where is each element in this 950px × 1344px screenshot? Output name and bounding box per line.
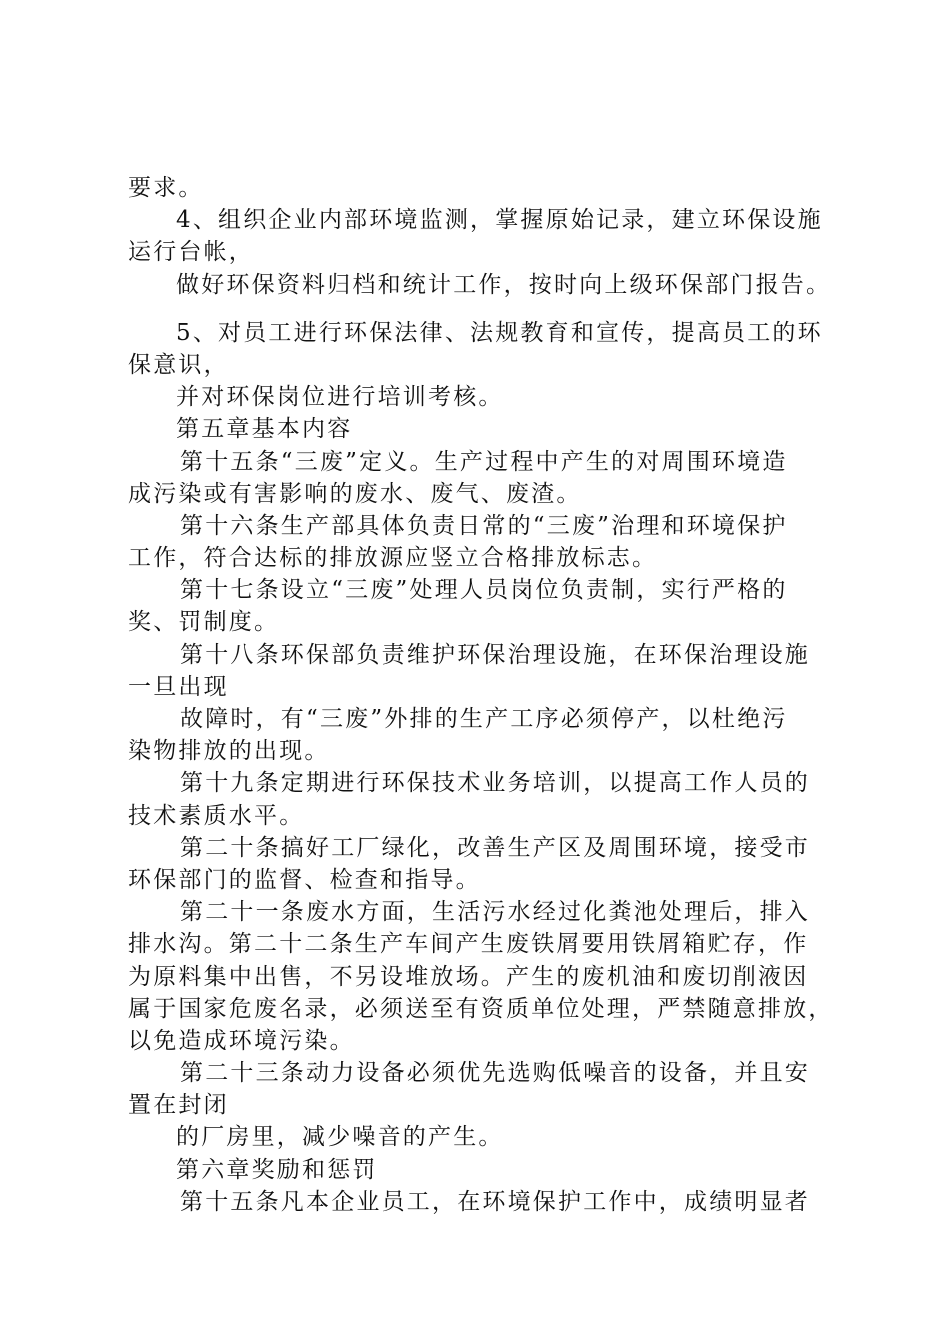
text-line: 第二十一条废水方面，生活污水经过化粪池处理后，排入 (180, 899, 810, 926)
text-line: 技术素质水平。 (128, 802, 305, 829)
text-line: 一旦出现 (128, 673, 229, 700)
text-line: 为原料集中出售，不另设堆放场。产生的废机油和废切削液因 (128, 963, 809, 990)
text-line: 第十六条生产部具体负责日常的“三废”治理和环境保护 (180, 512, 788, 539)
text-line: 故障时，有“三废”外排的生产工序必须停产，以杜绝污 (180, 706, 788, 732)
text-line: 第二十条搞好工厂绿化，改善生产区及周围环境，接受市 (180, 834, 810, 861)
text-line: 第十七条设立“三废”处理人员岗位负责制，实行严格的 (180, 577, 788, 604)
paragraph-gap (128, 301, 838, 317)
document-body (128, 172, 838, 1218)
text-line: 排水沟。第二十二条生产车间产生废铁屑要用铁屑箱贮存，作 (128, 931, 809, 958)
text-line: 工作，符合达标的排放源应竖立合格排放标志。 (128, 545, 658, 572)
text-line: 第二十三条动力设备必须优先选购低噪音的设备，并且安 (180, 1060, 810, 1087)
text-line: 第十五条凡本企业员工，在环境保护工作中，成绩明显者 (180, 1188, 810, 1215)
text-line: 5、对员工进行环保法律、法规教育和宣传，提高员工的环 (176, 319, 823, 346)
text-line: 置在封闭 (128, 1092, 229, 1119)
text-line: 并对环保岗位进行培训考核。 (176, 384, 504, 411)
text-line: 要求。 (128, 175, 204, 201)
text-line: 运行台帐， (128, 239, 254, 266)
text-line: 成污染或有害影响的废水、废气、废渣。 (128, 480, 582, 507)
chapter-heading: 第六章奖励和惩罚 (176, 1156, 378, 1183)
text-line: 第十五条“三废”定义。生产过程中产生的对周围环境造 (180, 448, 788, 475)
text-line: 染物排放的出现。 (128, 738, 330, 765)
text-line: 环保部门的监督、检查和指导。 (128, 866, 481, 893)
text-line: 以免造成环境污染。 (128, 1027, 355, 1054)
text-line: 第十九条定期进行环保技术业务培训，以提高工作人员的 (180, 770, 810, 797)
text-line: 4、组织企业内部环境监测，掌握原始记录，建立环保设施 (176, 207, 823, 234)
text-line: 属于国家危废名录，必须送至有资质单位处理，严禁随意排放， (128, 995, 834, 1022)
text-line: 保意识， (128, 351, 229, 378)
text-line: 第十八条环保部负责维护环保治理设施，在环保治理设施 (180, 641, 810, 668)
chapter-heading: 第五章基本内容 (176, 416, 353, 443)
text-line: 奖、罚制度。 (128, 609, 280, 636)
text-line: 做好环保资料归档和统计工作，按时向上级环保部门报告。 (176, 271, 832, 298)
text-line: 的厂房里，减少噪音的产生。 (176, 1124, 504, 1151)
